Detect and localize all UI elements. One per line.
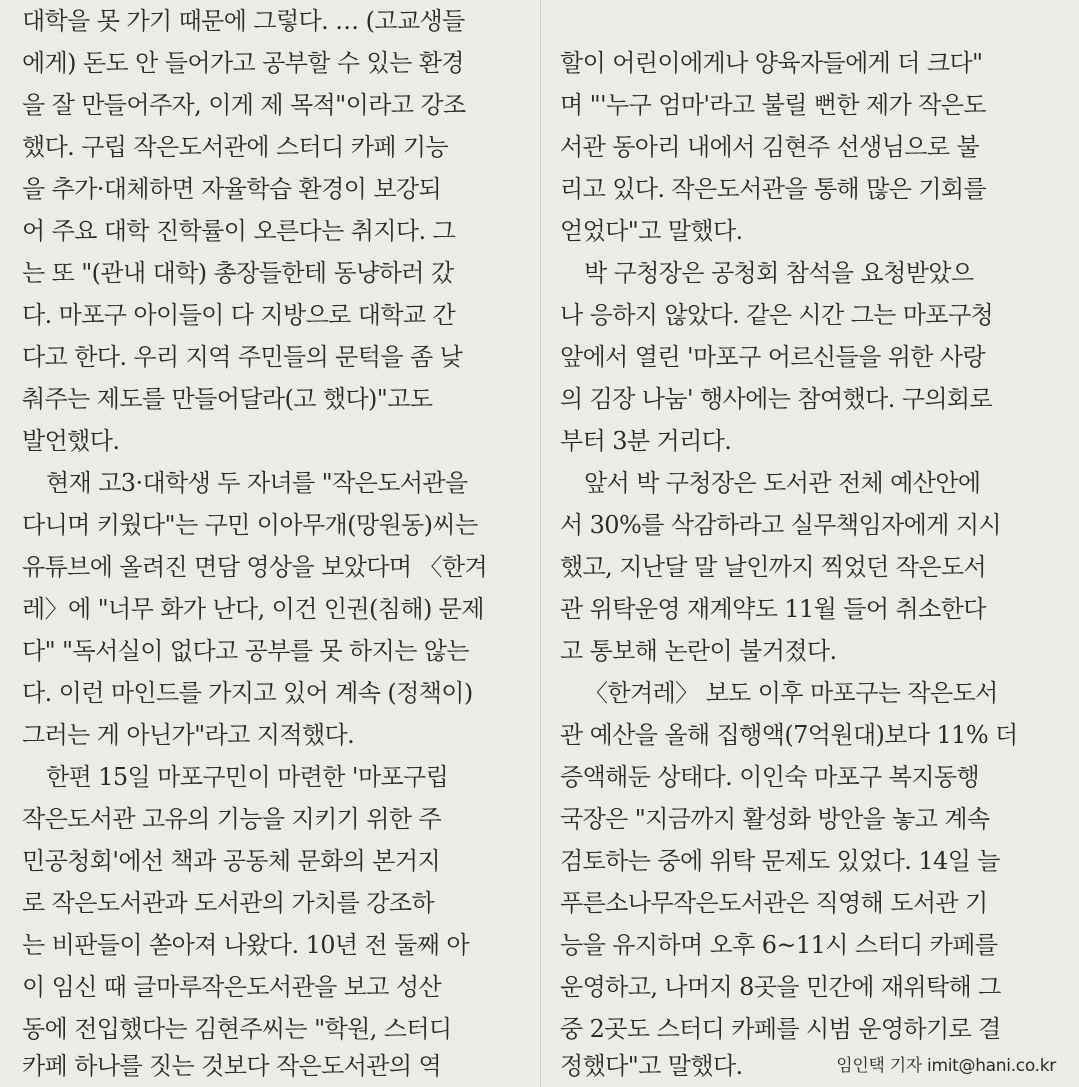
- text-line: 는 또 "(관내 대학) 총장들한테 동냥하러 갔: [22, 259, 454, 287]
- text-line: 며 "'누구 엄마'라고 불릴 뻔한 제가 작은도: [560, 91, 986, 119]
- text-line: 증액해둔 상태다. 이인숙 마포구 복지동행: [560, 763, 980, 791]
- column-divider: [540, 0, 541, 1087]
- paragraph-start-line: 〈한겨레〉 보도 이후 마포구는 작은도서: [584, 679, 998, 707]
- text-line: 부터 3분 거리다.: [560, 427, 732, 455]
- text-line: 했다. 구립 작은도서관에 스터디 카페 기능: [22, 133, 449, 161]
- text-line: 을 잘 만들어주자, 이게 제 목적"이라고 강조: [22, 91, 466, 119]
- text-line: 서관 동아리 내에서 김현주 선생님으로 불: [560, 133, 980, 161]
- text-line: 리고 있다. 작은도서관을 통해 많은 기회를: [560, 175, 987, 203]
- text-line: 레〉에 "너무 화가 난다, 이건 인권(침해) 문제: [22, 595, 484, 623]
- text-line: 다. 마포구 아이들이 다 지방으로 대학교 간: [22, 301, 456, 329]
- text-line: 고 통보해 논란이 불거졌다.: [560, 637, 837, 665]
- text-line: 앞에서 열린 '마포구 어르신들을 위한 사랑: [560, 343, 986, 371]
- text-line: 푸른소나무작은도서관은 직영해 도서관 기: [560, 889, 988, 917]
- text-line: 관 위탁운영 재계약도 11월 들어 취소한다: [560, 595, 986, 623]
- text-line: 춰주는 제도를 만들어달라(고 했다)"고도: [22, 385, 433, 413]
- text-line: 검토하는 중에 위탁 문제도 있었다. 14일 늘: [560, 847, 1000, 875]
- text-line: 중 2곳도 스터디 카페를 시범 운영하기로 결: [560, 1015, 1001, 1043]
- text-line: 다고 한다. 우리 지역 주민들의 문턱을 좀 낮: [22, 343, 463, 371]
- text-line: 카페 하나를 짓는 것보다 작은도서관의 역: [22, 1052, 442, 1080]
- text-line: 얻었다"고 말했다.: [560, 217, 743, 245]
- text-line: 나 응하지 않았다. 같은 시간 그는 마포구청: [560, 301, 994, 329]
- text-line: 그러는 게 아닌가"라고 지적했다.: [22, 721, 355, 749]
- text-line: 관 예산을 올해 집행액(7억원대)보다 11% 더: [560, 721, 1018, 749]
- closing-line-text: 정했다"고 말했다.: [560, 1052, 743, 1080]
- text-line: 능을 유지하며 오후 6~11시 스터디 카페를: [560, 931, 998, 959]
- text-line: 할이 어린이에게나 양육자들에게 더 크다": [560, 49, 983, 77]
- text-line: 작은도서관 고유의 기능을 지키기 위한 주: [22, 805, 442, 833]
- text-line: 운영하고, 나머지 8곳을 민간에 재위탁해 그: [560, 973, 1001, 1001]
- text-line: 이 임신 때 글마루작은도서관을 보고 성산: [22, 973, 442, 1001]
- text-line: 서 30%를 삭감하라고 실무책임자에게 지시: [560, 511, 1002, 539]
- paragraph-start-line: 한편 15일 마포구민이 마련한 '마포구립: [46, 763, 449, 791]
- closing-line-with-byline: [560, 1045, 1056, 1087]
- text-line: 유튜브에 올려진 면담 영상을 보았다며 〈한겨: [22, 553, 488, 581]
- text-line: 다" "독서실이 없다고 공부를 못 하지는 않는: [22, 637, 469, 665]
- text-line: 어 주요 대학 진학률이 오른다는 취지다. 그: [22, 217, 456, 245]
- paragraph-start-line: 박 구청장은 공청회 참석을 요청받았으: [584, 259, 974, 287]
- text-line: 동에 전입했다는 김현주씨는 "학원, 스터디: [22, 1015, 452, 1043]
- text-line: 다니며 키웠다"는 구민 이아무개(망원동)씨는: [22, 511, 478, 539]
- text-line: 민공청회'에선 책과 공동체 문화의 본거지: [22, 847, 441, 875]
- text-line: 국장은 "지금까지 활성화 방안을 놓고 계속: [560, 805, 990, 833]
- text-line: 했고, 지난달 말 날인까지 찍었던 작은도서: [560, 553, 987, 581]
- text-line: 대학을 못 가기 때문에 그렇다. … (고교생들: [22, 7, 465, 35]
- text-line: 로 작은도서관과 도서관의 가치를 강조하: [22, 889, 435, 917]
- text-line: 의 김장 나눔' 행사에는 참여했다. 구의회로: [560, 385, 993, 413]
- paragraph-start-line: 앞서 박 구청장은 도서관 전체 예산안에: [584, 469, 981, 497]
- paragraph-start-line: 현재 고3·대학생 두 자녀를 "작은도서관을: [46, 469, 468, 497]
- author-byline: 임인택 기자 imit@hani.co.kr: [836, 1056, 1056, 1076]
- text-line: 다. 이런 마인드를 가지고 있어 계속 (정책이): [22, 679, 473, 707]
- text-line: 발언했다.: [22, 427, 120, 455]
- text-line: 는 비판들이 쏟아져 나왔다. 10년 전 둘째 아: [22, 931, 469, 959]
- text-line: 에게) 돈도 안 들어가고 공부할 수 있는 환경: [22, 49, 464, 77]
- text-line: 을 추가·대체하면 자율학습 환경이 보강되: [22, 175, 442, 203]
